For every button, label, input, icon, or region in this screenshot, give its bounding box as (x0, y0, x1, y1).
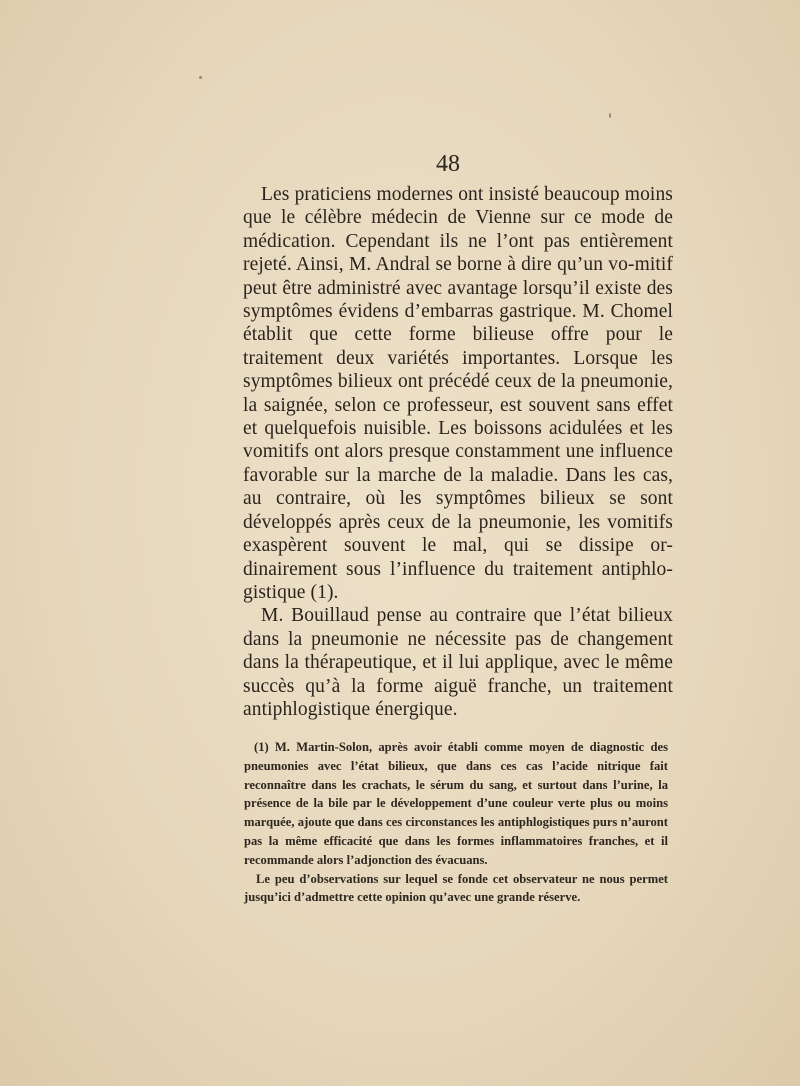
paragraph: Les praticiens modernes ont insisté beaucoup moins que le célèbre médecin de Vienne sur ce mode de médication. Cependant ils ne l’ont pas entièrement rejeté. Ainsi, M. Andral se borne à dire qu’un vo-mitif peut être administré avec avantage lorsqu’il existe des symptômes évidens d’embarras gastrique. M. Chomel établit que cette forme bilieuse offre pour le traitement deux variétés importantes. Lorsque les symptômes bilieux ont précédé ceux de la pneumonie, la saignée, selon ce professeur, est souvent sans effet et quelquefois nuisible. Les boissons acidulées et les vomitifs ont alors presque constamment une influence favorable sur la marche de la maladie. Dans les cas, au contraire, où les symptômes bilieux se sont développés après ceux de la pneumonie, les vomitifs exaspèrent souvent le mal, qui se dissipe or-dinairement sous l’influence du traitement antiphlo-gistique (1). (243, 184, 673, 603)
main-text (243, 183, 673, 721)
paper-fleck (609, 113, 611, 118)
paper-fleck (199, 76, 202, 79)
footnote: (1) M. Martin-Solon, après avoir établi comme moyen de diagnostic des pneumonies avec l’état bilieux, que dans ces cas l’acide nitrique fait reconnaître dans les crachats, le sérum du sang, et surtout dans l’urine, la présence de la bile par le développement d’une couleur verte plus ou moins marquée, ajoute que dans ces circonstances les antiphlogistiques purs n’auront pas la même efficacité que dans les formes inflammatoires franches, et il recommande alors l’adjonction des évacuans. (244, 740, 668, 867)
paragraph: M. Bouillaud pense au contraire que l’état bilieux dans la pneumonie ne nécessite pas de changement dans la thérapeutique, et il lui applique, avec le même succès qu’à la forme aiguë franche, un traitement antiphlogistique énergique. (243, 605, 673, 720)
footnotes (244, 738, 668, 907)
page-number: 48 (436, 151, 460, 177)
footnote: Le peu d’observations sur lequel se fonde cet observateur ne nous permet jusqu’ici d’admettre cette opinion qu’avec une grande réserve. (244, 871, 668, 905)
